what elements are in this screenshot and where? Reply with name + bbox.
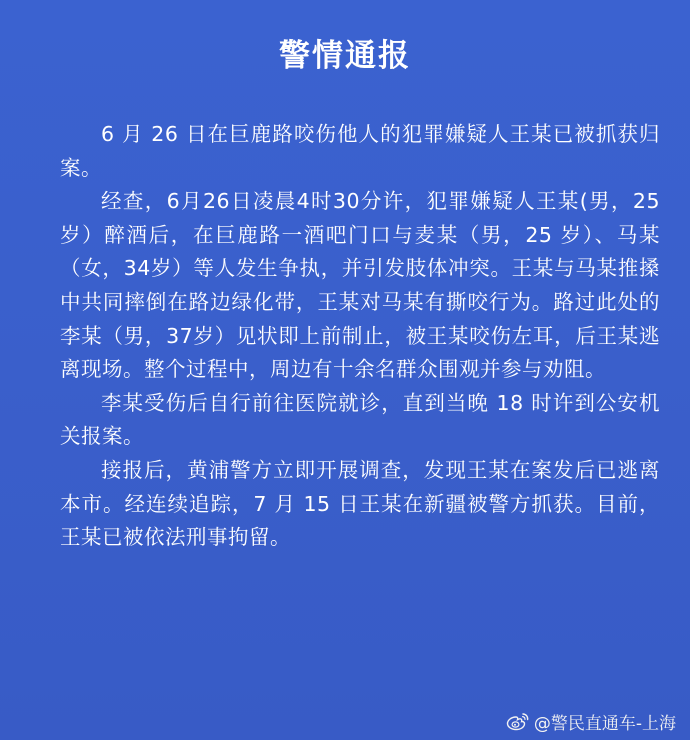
weibo-watermark	[506, 708, 676, 734]
notice-paragraph-2: 经查，6月26日凌晨4时30分许，犯罪嫌疑人王某(男，25 岁）醉酒后，在巨鹿路一酒吧门口与麦某（男，25 岁）、马某（女，34岁）等人发生争执，并引发肢体冲突。王某与马某推搡中共同摔倒在路边绿化带，王某对马某有撕咬行为。路过此处的李某（男，37岁）见状即上前制止，被王某咬伤左耳，后王某逃离现场。整个过程中，周边有十余名群众围观并参与劝阻。	[60, 189, 660, 382]
notice-paragraph-1: 6 月 26 日在巨鹿路咬伤他人的犯罪嫌疑人王某已被抓获归案。	[60, 122, 660, 180]
watermark-text: @警民直通车-上海	[533, 713, 676, 734]
notice-paragraph-3: 李某受伤后自行前往医院就诊，直到当晚 18 时许到公安机关报案。	[60, 390, 660, 449]
notice-title: 警情通报	[279, 38, 411, 74]
notice-body	[60, 118, 660, 555]
weibo-icon	[506, 711, 530, 731]
notice-paragraph-4: 接报后，黄浦警方立即开展调查，发现王某在案发后已逃离本市。经连续追踪，7 月 15 日王某在新疆被警方抓获。目前，王某已被依法刑事拘留。	[60, 457, 660, 550]
